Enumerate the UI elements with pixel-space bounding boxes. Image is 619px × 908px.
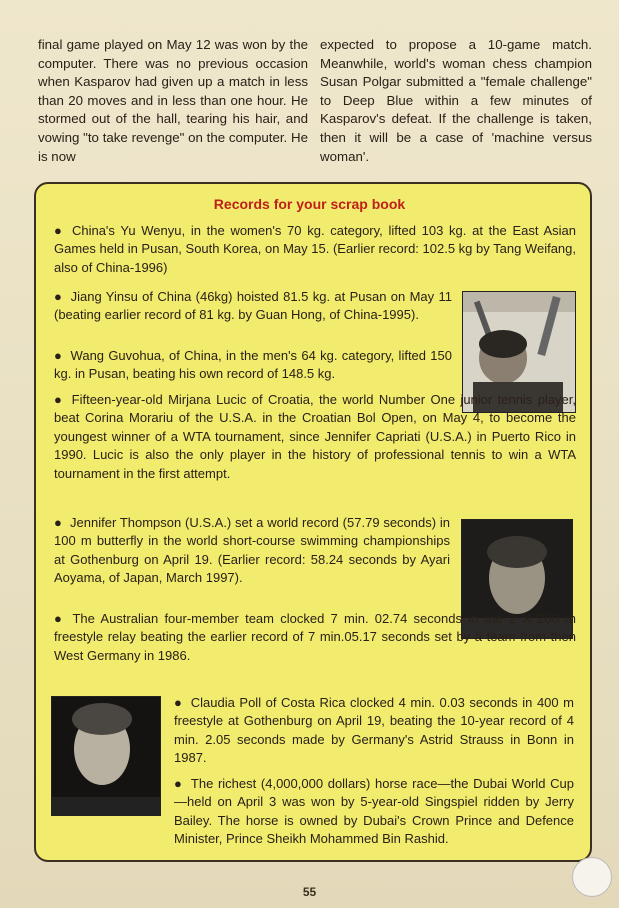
record-item (54, 610, 576, 665)
records-box-title: Records for your scrap book (213, 196, 406, 212)
swimmer-photo-2 (51, 696, 161, 816)
bullet-icon: ● (54, 348, 63, 363)
record-text: The Australian four-member team clocked 7 min. 02.74 seconds in the 2 X 200 m freestyle relay beating the earlier record of 7 min.05.17 seconds set by a team from then West Germany in 1986. (54, 611, 576, 663)
bullet-icon: ● (54, 289, 63, 304)
record-item (174, 694, 574, 768)
bullet-icon: ● (54, 223, 64, 238)
record-text: China's Yu Wenyu, in the women's 70 kg. category, lifted 103 kg. at the East Asian Games held in Pusan, South Korea, on May 15. (Earlier record: 102.5 kg by Tang Weifang, also of China-1996) (54, 223, 576, 275)
record-text: Claudia Poll of Costa Rica clocked 4 min. 0.03 seconds in 400 m freestyle at Gothenburg on April 19, beating the 10-year record of 4 min. 2.05 seconds made by Germany's Astrid Strauss in Bonn in 1987. (174, 695, 574, 766)
bullet-icon: ● (54, 515, 63, 530)
record-text: Jennifer Thompson (U.S.A.) set a world record (57.79 seconds) in 100 m butterfly in the world short-course swimming championships at Gothenburg on April 19. (Earlier record: 58.24 seconds by Ayari Aoyama, of Japan, March 1997). (54, 515, 450, 586)
bullet-icon: ● (174, 776, 183, 791)
article-right-column: expected to propose a 10-game match. Meanwhile, world's woman chess champion Susan Polgar submitted a "female challenge" to Deep Blue within a few minutes of Kasparov's defeat. If the challenge is taken, then it will be a case of 'machine versus woman'. (320, 37, 592, 164)
record-item (54, 347, 452, 384)
record-item (54, 222, 576, 277)
record-item (54, 514, 450, 588)
record-text: Fifteen-year-old Mirjana Lucic of Croatia, the world Number One junior tennis player, beat Corina Morariu of the U.S.A. in the Croatian Bol Open, on May 4, to become the youngest winner of a WTA tournament, since Jennifer Capriati (U.S.A.) in Puerto Rico in 1990. Lucic is also the only player in the history of professional tennis to win a WTA tournament in the first attempt. (54, 392, 576, 481)
bullet-icon: ● (54, 611, 65, 626)
page-number: 55 (302, 885, 317, 899)
record-item (54, 391, 576, 483)
record-text: Wang Guvohua, of China, in the men's 64 kg. category, lifted 150 kg. in Pusan, beating his own record of 148.5 kg. (54, 348, 453, 382)
library-stamp-logo (572, 857, 612, 897)
record-text: The richest (4,000,000 dollars) horse race—the Dubai World Cup—held on April 3 was won by 5-year-old Singspiel ridden by Jerry Bailey. The horse is owned by Dubai's Crown Prince and Defence Minister, Prince Sheikh Mohammed Bin Rashid. (174, 776, 575, 847)
article-left-column: final game played on May 12 was won by the computer. There was no previous occasion when Kasparov had given up a match in less than 20 moves and in less than one hour. He stormed out of the hall, tearing his hair, and vowing "to take revenge" on the computer. He is now (38, 37, 308, 164)
record-item (54, 288, 452, 325)
record-text: Jiang Yinsu of China (46kg) hoisted 81.5 kg. at Pusan on May 11 (beating earlier record of 81 kg. by Guan Hong, of China-1995). (54, 289, 452, 323)
record-item (174, 775, 574, 849)
bullet-icon: ● (54, 392, 64, 407)
bullet-icon: ● (174, 695, 183, 710)
